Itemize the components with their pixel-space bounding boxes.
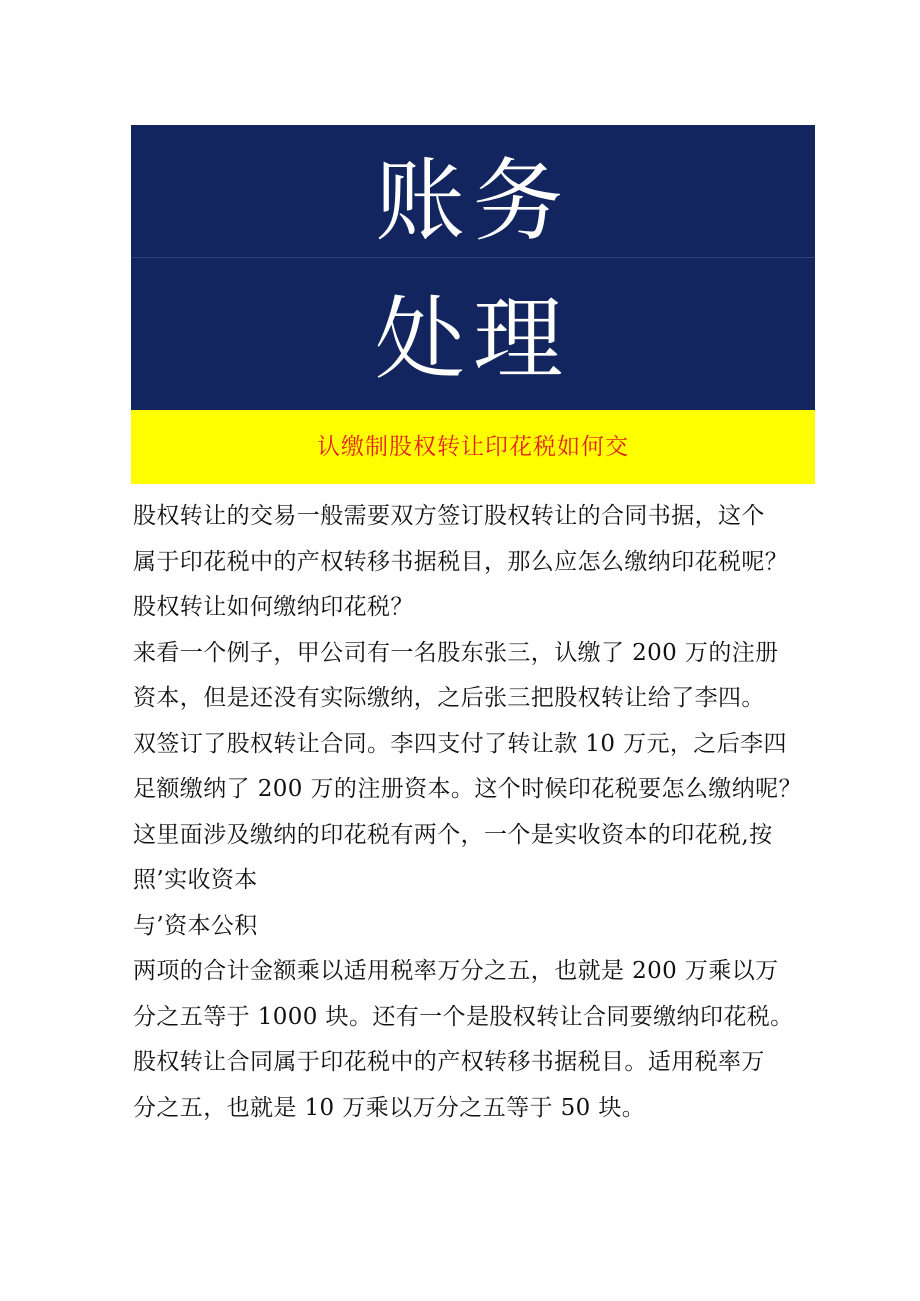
body-line: 股权转让的交易一般需要双方签订股权转让的合同书据，这个	[133, 503, 765, 529]
body-line: 双签订了股权转让合同。李四支付了转让款 10 万元，之后李四	[133, 730, 787, 757]
body-line: 与’资本公积	[133, 912, 258, 939]
subtitle-bar	[131, 410, 815, 484]
body-line: 属于印花税中的产权转移书据税目，那么应怎么缴纳印花税呢？	[133, 548, 789, 575]
body-line: 资本，但是还没有实际缴纳，之后张三把股权转让给了李四。	[133, 685, 765, 711]
body-line: 照’实收资本	[133, 867, 258, 893]
body-line: 来看一个例子，甲公司有一名股东张三，认缴了 200 万的注册	[133, 639, 779, 666]
body-line: 分之五等于 1000 块。还有一个是股权转让合同要缴纳印花税。	[133, 1003, 794, 1030]
body-line: 分之五，也就是 10 万乘以万分之五等于 50 块。	[133, 1094, 646, 1121]
body-line: 两项的合计金额乘以适用税率万分之五，也就是 200 万乘以万	[133, 958, 779, 984]
title-banner	[131, 125, 815, 410]
body-line: 足额缴纳了 200 万的注册资本。这个时候印花税要怎么缴纳呢？	[133, 776, 802, 802]
banner-title-line-1: 账务	[375, 149, 571, 254]
body-line: 这里面涉及缴纳的印花税有两个，一个是实收资本的印花税,按	[133, 821, 773, 848]
article-body	[133, 494, 823, 1131]
body-line: 股权转让合同属于印花税中的产权转移书据税目。适用税率万	[133, 1049, 765, 1075]
banner-divider	[131, 257, 815, 258]
body-line: 股权转让如何缴纳印花税？	[133, 594, 414, 620]
subtitle: 认缴制股权转让印花税如何交	[317, 434, 629, 460]
banner-title-line-2: 处理	[375, 287, 571, 392]
